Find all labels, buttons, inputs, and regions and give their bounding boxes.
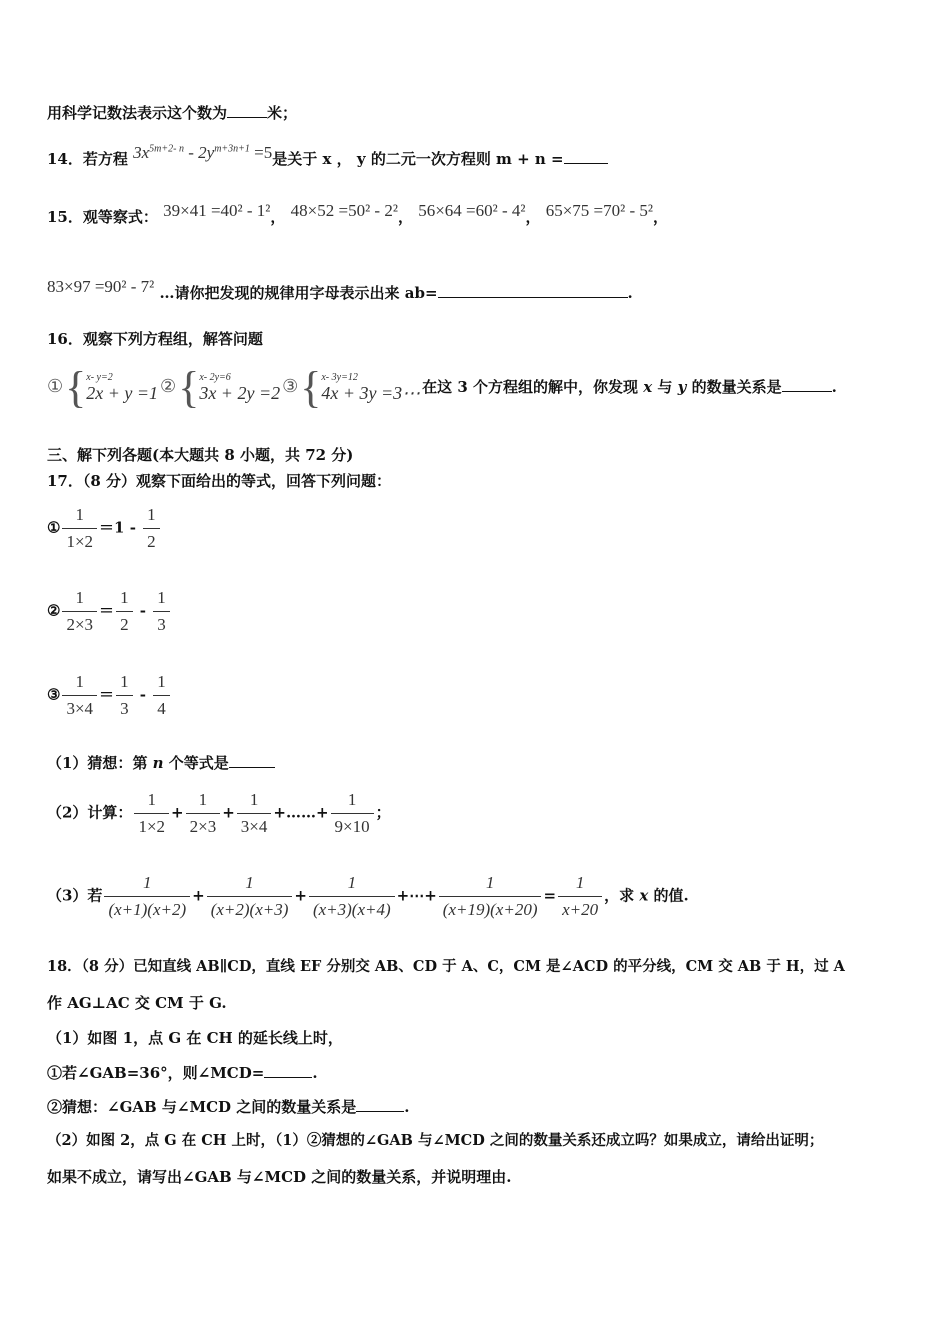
fraction: $\frac{1}{2\times 3}$	[186, 790, 221, 837]
q14-equation: $3x^{5m+2- n} - 2y^{m+3n+1} =5$	[133, 143, 273, 162]
brace-icon: {	[178, 363, 200, 412]
q18-line-6: （2）如图 2，点 G 在 CH 上时，（1）②猜想的∠GAB 与∠MCD 之间的数量关系还成立吗？如果成立，请给出证明；	[47, 1132, 824, 1149]
fraction: $\frac{1}{4}$	[153, 672, 170, 719]
fraction: $\frac{1}{3}$	[153, 588, 170, 635]
q18-line-3: （1）如图 1，点 G 在 CH 的延长线上时，	[47, 1029, 343, 1047]
question-14: 14．若方程 $3x^{5m+2- n} - 2y^{m+3n+1} =5$是关于 x ， y 的二元一次方程则 m + n =	[47, 150, 608, 167]
fraction: $\frac{1}{9\times 10}$	[331, 790, 374, 837]
q17-part-1: （1）猜想：第 n 个等式是	[47, 756, 275, 771]
section-3-heading: 三、解下列各题(本大题共 8 小题，共 72 分)	[47, 446, 354, 464]
q17-equation-3: ③ $\frac{1}{3\times 4}$ ＝ $\frac{1}{3}$ - $\frac{1}{4}$	[47, 672, 172, 719]
fraction: $\frac{1}{1\times 2}$	[134, 790, 169, 837]
fraction: $\frac{1}{2}$	[143, 505, 160, 552]
fraction: $\frac{1}{(x+3)(x+4)}$	[309, 873, 395, 920]
answer-blank	[227, 116, 267, 118]
question-15: 15．观等察式： 39×41 =40² - 1²， 48×52 =50² - 2²， 56×64 =60² - 4²， 65×75 =70² - 5²，	[47, 201, 669, 226]
fraction: $\frac{1}{3\times 4}$	[237, 790, 272, 837]
q18-line-4: ①若∠GAB=36°，则∠MCD= .	[47, 1064, 318, 1082]
equation-system-1: { x- y=2 2x + y =1	[65, 363, 159, 412]
fraction: $\frac{1}{2}$	[116, 588, 133, 635]
answer-blank	[438, 296, 628, 298]
q17-equation-2: ② $\frac{1}{2\times 3}$ ＝ $\frac{1}{2}$ - $\frac{1}{3}$	[47, 588, 172, 635]
fraction: $\frac{1}{3\times 4}$	[62, 672, 97, 719]
q15-eq-3: 56×64 =60² - 4²	[418, 201, 526, 220]
q18-line-7: 如果不成立，请写出∠GAB 与∠MCD 之间的数量关系，并说明理由.	[47, 1168, 512, 1186]
fraction: $\frac{1}{(x+19)(x+20)}$	[439, 873, 542, 920]
q18-line-5: ②猜想：∠GAB 与∠MCD 之间的数量关系是 .	[47, 1098, 410, 1116]
q15-eq-5: 83×97 =90² - 7²	[47, 277, 155, 296]
equation-system-2: { x- 2y=6 3x + 2y =2	[178, 363, 281, 412]
line-scientific-notation: 用科学记数法表示这个数为 米；	[47, 104, 298, 122]
q17-part-2: （2）计算： $\frac{1}{1\times 2}$ + $\frac{1}{2\times 3}$ + $\frac{1}{3\times 4}$ +……+ $\frac{1}{9\times 10}$ ；	[47, 790, 391, 836]
fraction: $\frac{1}{2\times 3}$	[62, 588, 97, 635]
question-16-title: 16．观察下列方程组，解答问题	[47, 330, 263, 348]
q15-eq-4: 65×75 =70² - 5²	[545, 201, 653, 220]
q18-line-1: 18．（8 分）已知直线 AB∥CD，直线 EF 分别交 AB、CD 于 A、C，CM 是∠ACD 的平分线，CM 交 AB 于 H，过 A	[47, 958, 845, 975]
q18-line-2: 作 AG⊥AC 交 CM 于 G.	[47, 994, 227, 1012]
equation-system-3: { x- 3y=12 4x + 3y =3⋯	[300, 363, 421, 412]
answer-blank	[356, 1110, 404, 1112]
answer-blank	[782, 390, 832, 392]
q17-part-3: （3）若 $\frac{1}{(x+1)(x+2)}$ + $\frac{1}{(x+2)(x+3)}$ + $\frac{1}{(x+3)(x+4)}$ +⋯+ $\frac{1}{(x+19)(x+20)}$ = $\frac{1}{x+20}$ ，求 x 的值.	[47, 873, 689, 919]
question-17-head: 17．（8 分）观察下面给出的等式，回答下列问题：	[47, 472, 392, 490]
brace-icon: {	[300, 363, 322, 412]
fraction: $\frac{1}{3}$	[116, 672, 133, 719]
fraction: $\frac{1}{1\times 2}$	[62, 505, 97, 552]
answer-blank	[229, 766, 275, 768]
brace-icon: {	[65, 363, 87, 412]
fraction: $\frac{1}{x+20}$	[558, 873, 602, 920]
q15-eq-1: 39×41 =40² - 1²	[163, 201, 271, 220]
q15-eq-2: 48×52 =50² - 2²	[290, 201, 398, 220]
fraction: $\frac{1}{(x+2)(x+3)}$	[207, 873, 293, 920]
question-16-systems: ①{ x- y=2 2x + y =1 ②{ x- 2y=6 3x + 2y =2 ③{ x- 3y=12 4x + 3y =3⋯ 在这 3 个方程组的解中，你发现 x 与 y 的数量关系是 .	[47, 363, 837, 412]
q17-equation-1: ① $\frac{1}{1\times 2}$ ＝1 - $\frac{1}{2}$	[47, 505, 162, 552]
question-15-cont: 83×97 =90² - 7² …请你把发现的规律用字母表示出来 ab= .	[47, 277, 633, 302]
fraction: $\frac{1}{(x+1)(x+2)}$	[104, 873, 190, 920]
answer-blank	[264, 1076, 312, 1078]
answer-blank	[564, 162, 608, 164]
